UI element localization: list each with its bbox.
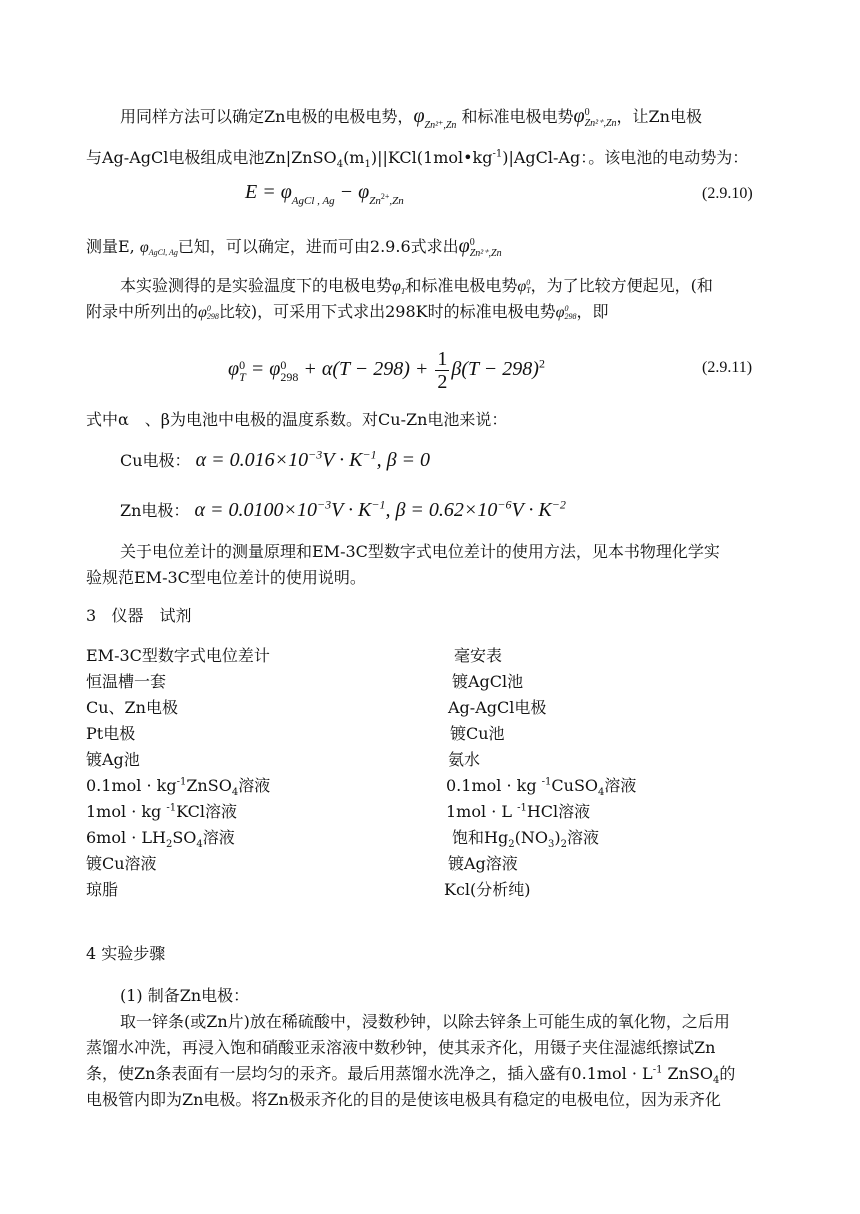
eq-text: + α(T − 298) +	[298, 358, 434, 381]
list-item: 镀Ag池	[86, 750, 140, 769]
step-heading: (1) 制备Zn电极：	[120, 986, 250, 1005]
subscript: T	[400, 287, 406, 296]
section-title: 实验步骤	[101, 944, 166, 963]
list-item: 恒温槽一套	[86, 672, 167, 691]
subscript: 4	[231, 787, 239, 799]
superscript: -1	[176, 776, 187, 788]
eq-text: , β = 0	[376, 449, 431, 471]
paragraph-line: 验规范EM-3C型电位差计的使用说明。	[86, 568, 366, 587]
subscript: 4	[196, 839, 203, 851]
superscript: −3	[317, 497, 332, 512]
phi-symbol: φ	[573, 105, 585, 127]
text: KCl溶液	[176, 802, 238, 821]
text: )||KCl(1mol•kg	[370, 148, 493, 167]
sup-sub: 0 T	[526, 277, 531, 295]
paragraph-line: 电极管内即为Zn电极。将Zn极汞齐化的目的是使该电极具有稳定的电极电位，因为汞齐化	[86, 1090, 721, 1109]
section-title: 仪器 试剂	[111, 606, 192, 625]
equation-2-9-11	[228, 348, 545, 393]
phi-symbol: φ	[392, 278, 401, 295]
phi-symbol: φ	[458, 235, 470, 257]
text: 测量E,	[86, 237, 140, 256]
text: 6mol · LH	[86, 828, 166, 847]
eq-text: V · K	[331, 499, 372, 521]
section-number: 4	[86, 944, 97, 963]
label: Zn电极：	[120, 501, 190, 520]
text: ZnSO	[662, 1064, 714, 1083]
superscript: −1	[362, 447, 377, 462]
text: 本实验测得的是实验温度下的电极电势	[120, 276, 393, 295]
phi-symbol: φ	[198, 304, 207, 321]
eq-text: α = 0.0100×10	[194, 499, 318, 521]
equation-number: (2.9.11)	[702, 359, 753, 376]
text: 用同样方法可以确定Zn电极的电极电势，	[120, 107, 414, 126]
text: SO	[172, 828, 197, 847]
paragraph-line	[86, 1064, 736, 1087]
sup-sub: 0 Zn²⁺,Zn	[469, 236, 502, 259]
text: )|AgCl-Ag：。该电池的电动势为：	[502, 148, 749, 167]
section-heading	[86, 944, 165, 964]
subscript: 3	[547, 839, 555, 851]
eq-text: , β = 0.62×10	[385, 499, 498, 521]
list-item	[446, 776, 637, 799]
text: 1mol · L	[446, 802, 518, 821]
equation-number: (2.9.10)	[702, 185, 753, 202]
eq-text: β(T − 298)	[451, 358, 539, 381]
phi-symbol: φ	[555, 304, 565, 321]
paragraph-line	[86, 148, 749, 171]
eq-text: V · K	[322, 449, 363, 471]
text: )	[554, 828, 561, 847]
text: 0.1mol · kg	[86, 776, 177, 795]
phi-symbol: φ	[413, 105, 425, 127]
paragraph-line	[120, 106, 702, 136]
eq-text: − φ	[334, 181, 370, 203]
list-item: 氨水	[448, 750, 481, 769]
paragraph-line	[86, 302, 609, 323]
list-item: Kcl(分析纯)	[444, 880, 531, 899]
fraction: $\frac{1}{2}$	[437, 348, 448, 393]
list-item	[452, 828, 599, 851]
text: 比较)，可采用下式求出298K时的标准电极电势	[218, 302, 556, 321]
text: 附录中所列出的	[86, 302, 199, 321]
sup-sub: 0 298	[206, 303, 219, 321]
superscript: −3	[308, 447, 323, 462]
phi-symbol: φ	[517, 278, 527, 295]
list-item: Pt电极	[86, 724, 136, 743]
text: 0.1mol · kg	[446, 776, 542, 795]
list-item	[446, 802, 590, 822]
superscript: −2	[551, 497, 566, 512]
text: 溶液	[566, 828, 599, 847]
text: 1mol · kg	[86, 802, 167, 821]
text: CuSO	[551, 776, 599, 795]
list-item	[86, 828, 235, 851]
subscript: ,Zn	[389, 195, 404, 207]
paragraph-line: 关于电位差计的测量原理和EM-3C型数字式电位差计的使用方法，见本书物理化学实	[120, 542, 720, 561]
section-number: 3	[86, 606, 97, 625]
text: 和标准电极电势	[405, 276, 518, 295]
text: (m	[343, 148, 365, 167]
sup-sub: 0 T	[239, 357, 246, 384]
subscript: 1	[364, 159, 371, 171]
superscript: −6	[497, 497, 512, 512]
text: 溶液	[202, 828, 235, 847]
subscript: 4	[713, 1075, 720, 1087]
list-item: 琼脂	[86, 880, 119, 899]
paragraph-line: 式中α 、β为电池中电极的温度系数。对Cu-Zn电池来说：	[86, 410, 508, 429]
text: ，让Zn电极	[616, 107, 702, 126]
zn-electrode-line	[120, 497, 566, 521]
list-item: 毫安表	[454, 646, 503, 665]
superscript: -1	[652, 1064, 663, 1076]
text: (NO	[514, 828, 548, 847]
paragraph-line: 取一锌条(或Zn片)放在稀硫酸中，浸数秒钟，以除去锌条上可能生成的氧化物，之后用	[120, 1012, 730, 1031]
list-item: 镀Cu溶液	[86, 854, 157, 873]
text: 与Ag-AgCl电极组成电池Zn|ZnSO	[86, 148, 337, 167]
superscript: -1	[517, 802, 527, 814]
cu-electrode-line	[120, 447, 431, 471]
phi-symbol: φ	[139, 239, 149, 256]
section-heading	[86, 606, 191, 626]
subscript: Zn	[369, 195, 381, 207]
text: 溶液	[604, 776, 637, 795]
paragraph-line: 蒸馏水冲洗，再浸入饱和硝酸亚汞溶液中数秒钟，使其汞齐化，用镊子夹住湿滤纸擦试Zn	[86, 1038, 716, 1057]
text: ZnSO	[186, 776, 232, 795]
subscript: Zn²⁺,Zn	[424, 120, 457, 131]
superscript: -1	[166, 802, 177, 814]
eq-text: V · K	[511, 499, 552, 521]
paragraph-line	[86, 236, 502, 263]
superscript: -1	[492, 148, 503, 160]
text: 的	[719, 1064, 736, 1083]
text: ，即	[576, 302, 609, 321]
list-item: 镀Cu池	[450, 724, 505, 743]
subscript: 4	[336, 159, 344, 171]
eq-text: E = φ	[245, 181, 292, 203]
subscript: 4	[598, 787, 605, 799]
sup-sub: 0 298	[280, 357, 299, 384]
text: 已知，可以确定，进而可由2.9.6式求出	[177, 237, 459, 256]
text: 饱和Hg	[452, 828, 509, 847]
sup-sub: 0 298	[564, 303, 577, 321]
list-item: 镀AgCl池	[452, 672, 524, 691]
eq-text: φ	[228, 358, 240, 381]
superscript: -1	[541, 776, 552, 788]
text: 和标准电极电势	[461, 107, 574, 126]
sup-sub: 0 Zn²⁺,Zn	[584, 106, 617, 129]
subscript: AgCl, Ag	[148, 248, 178, 257]
list-item: Cu、Zn电极	[86, 698, 178, 717]
eq-text: = φ	[245, 358, 281, 381]
superscript: −1	[371, 497, 386, 512]
text: 溶液	[238, 776, 271, 795]
text: ，为了比较方便起见，(和	[530, 276, 713, 295]
subscript: 2	[165, 839, 173, 851]
list-item	[86, 802, 237, 822]
subscript: 2	[560, 839, 567, 851]
superscript: 2	[538, 356, 545, 371]
text: HCl溶液	[526, 802, 591, 821]
list-item: 镀Ag溶液	[448, 854, 518, 873]
superscript: 2+	[380, 192, 390, 201]
paragraph-line	[120, 276, 713, 302]
eq-text: α = 0.016×10	[195, 449, 309, 471]
list-item	[86, 776, 271, 799]
subscript: AgCl , Ag	[291, 195, 335, 207]
label: Cu电极：	[120, 451, 191, 470]
list-item: EM-3C型数字式电位差计	[86, 646, 270, 665]
subscript: 2	[508, 839, 515, 851]
equation-2-9-10	[245, 180, 404, 213]
text: 条，使Zn条表面有一层均匀的汞齐。最后用蒸馏水洗净之，插入盛有0.1mol · L	[86, 1064, 653, 1083]
list-item: Ag-AgCl电极	[448, 698, 547, 717]
